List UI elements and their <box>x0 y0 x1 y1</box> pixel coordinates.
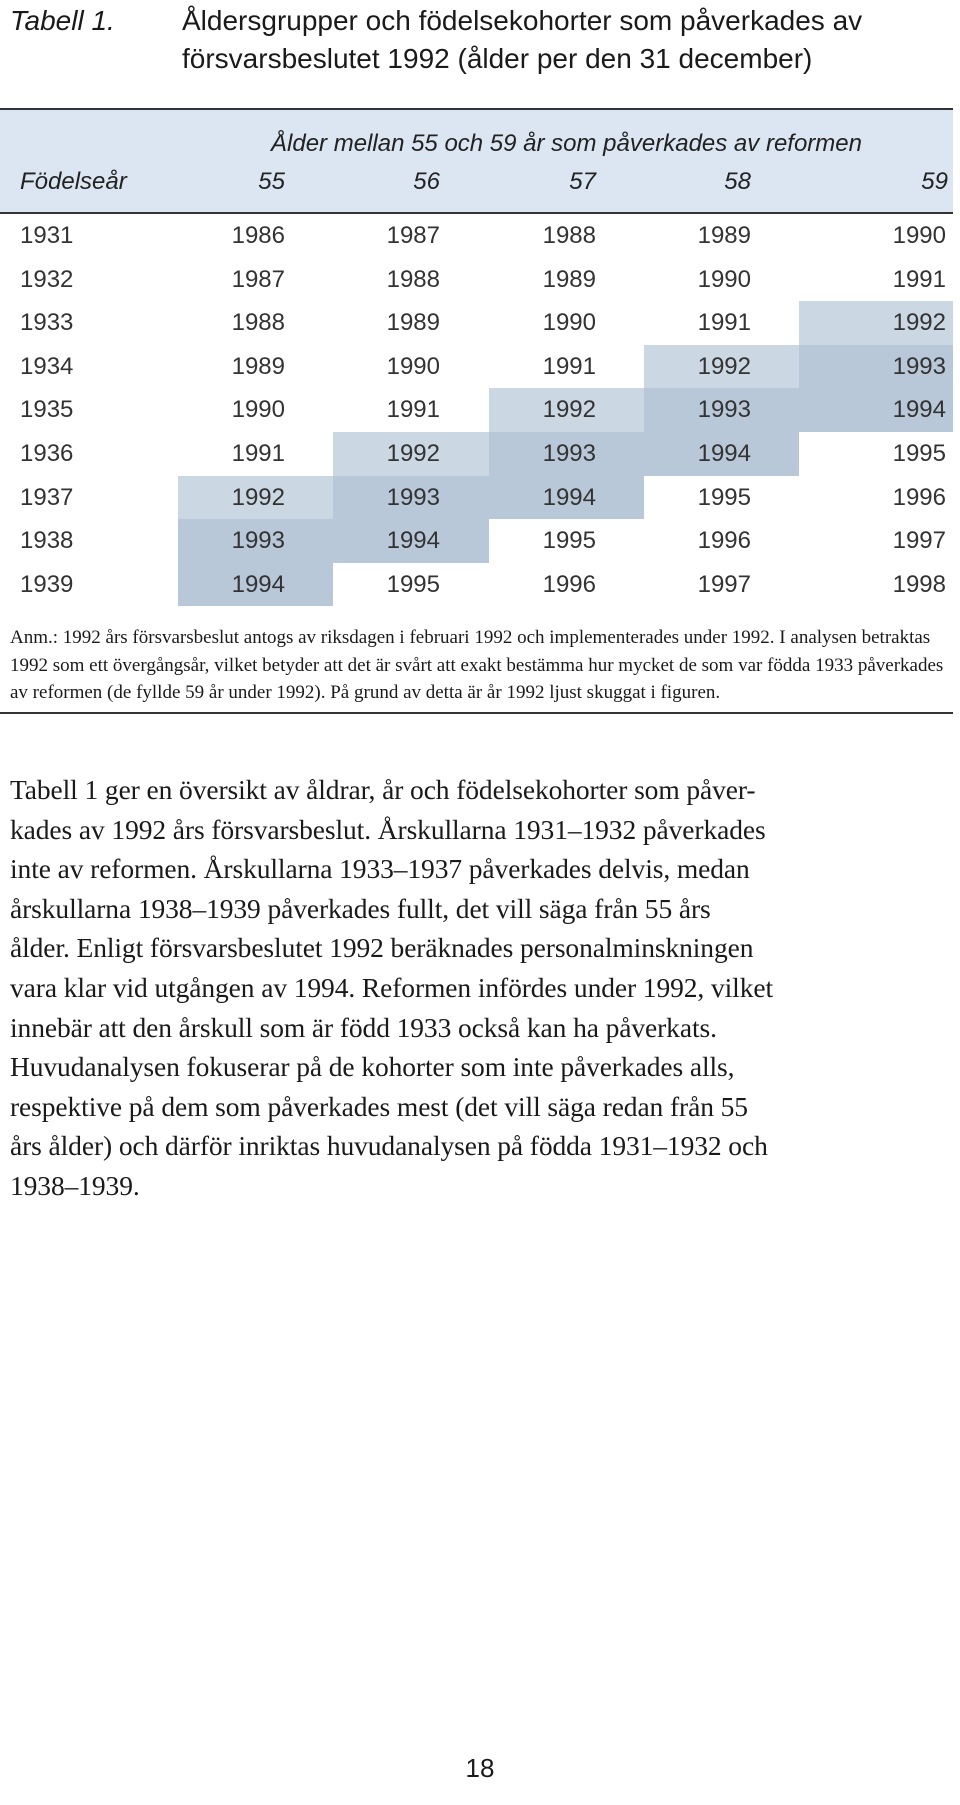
year-cell: 1993 <box>644 388 799 432</box>
year-cell: 1990 <box>386 352 440 380</box>
year-cell: 1998 <box>892 570 946 598</box>
table-row <box>0 214 953 258</box>
year-cell: 1994 <box>799 388 953 432</box>
year-cell: 1989 <box>542 265 596 293</box>
birth-year-cell: 1934 <box>20 352 74 380</box>
year-cell: 1994 <box>333 519 489 563</box>
year-cell: 1996 <box>892 483 946 511</box>
table-body <box>0 214 953 606</box>
year-cell: 1996 <box>542 570 596 598</box>
year-cell: 1997 <box>697 570 751 598</box>
year-cell: 1988 <box>386 265 440 293</box>
year-cell: 1994 <box>178 563 333 607</box>
year-cell: 1993 <box>178 519 333 563</box>
year-cell: 1994 <box>489 476 644 520</box>
year-cell: 1992 <box>178 476 333 520</box>
year-cell: 1993 <box>333 476 489 520</box>
year-cell: 1995 <box>386 570 440 598</box>
year-cell: 1990 <box>542 309 596 337</box>
year-cell: 1994 <box>644 432 799 476</box>
year-cell: 1988 <box>231 309 285 337</box>
year-cell: 1992 <box>333 432 489 476</box>
birth-year-cell: 1931 <box>20 222 74 249</box>
birth-year-cell: 1932 <box>20 265 74 293</box>
year-cell: 1991 <box>231 439 285 467</box>
year-cell: 1993 <box>489 432 644 476</box>
table-row <box>0 258 953 302</box>
body-line: års ålder) och därför inriktas huvudanalysen på födda 1931–1932 och <box>10 1130 768 1162</box>
caption-text: Åldersgrupper och födelsekohorter som påverkades av försvarsbeslutet 1992 (ålder per den 31 december) <box>182 5 863 74</box>
year-cell: 1991 <box>697 309 751 337</box>
table-row <box>0 301 953 345</box>
table-header <box>0 110 953 212</box>
year-cell: 1986 <box>231 222 285 249</box>
age-column-header: 57 <box>569 168 596 195</box>
year-cell: 1989 <box>697 222 751 249</box>
body-paragraph <box>10 770 955 1206</box>
table-bottom-rule <box>0 712 953 714</box>
year-cell: 1995 <box>542 527 596 555</box>
table-note: Anm.: 1992 års försvarsbeslut antogs av riksdagen i februari 1992 och implementerades under 1992. I analysen betraktas 1992 som ett övergångsår, vilket betyder att det är svårt att exakt bestämma hur mycket de som var födda 1933 påverkades av reformen (de fyllde 59 år under 1992). På grund av detta är år 1992 ljust skuggat i figuren. <box>10 627 944 704</box>
caption-label: Tabell 1. <box>10 5 115 36</box>
body-line: Tabell 1 ger en översikt av åldrar, år och födelsekohorter som påver- <box>10 774 756 805</box>
row-header-label: Födelseår <box>20 168 127 195</box>
body-line: ålder. Enligt försvarsbeslutet 1992 beräknades personalminskningen <box>10 932 754 964</box>
birth-year-cell: 1936 <box>20 439 74 467</box>
body-line: årskullarna 1938–1939 påverkades fullt, det vill säga från 55 års <box>10 892 711 924</box>
body-line: innebär att den årskull som är född 1933 också kan ha påverkats. <box>10 1011 717 1043</box>
body-line: 1938–1939. <box>10 1169 140 1201</box>
age-column-header: 58 <box>724 168 751 195</box>
year-cell: 1990 <box>231 396 285 424</box>
year-cell: 1992 <box>644 345 799 389</box>
year-cell: 1992 <box>799 301 953 345</box>
year-cell: 1987 <box>231 265 285 293</box>
year-cell: 1991 <box>892 265 946 293</box>
year-cell: 1988 <box>542 222 596 249</box>
birth-year-cell: 1933 <box>20 309 74 337</box>
birth-year-cell: 1939 <box>20 570 74 598</box>
year-cell: 1995 <box>892 439 946 467</box>
age-column-header: 59 <box>921 168 948 195</box>
year-cell: 1991 <box>542 352 596 380</box>
age-column-header: 55 <box>258 168 285 195</box>
year-cell: 1995 <box>697 483 751 511</box>
table-row <box>0 388 953 432</box>
page-number: 18 <box>465 1753 495 1783</box>
table-row <box>0 345 953 389</box>
birth-year-cell: 1938 <box>20 527 74 555</box>
body-line: respektive på dem som påverkades mest (det vill säga redan från 55 <box>10 1090 748 1122</box>
body-line: inte av reformen. Årskullarna 1933–1937 påverkades delvis, medan <box>10 853 750 885</box>
body-line: vara klar vid utgången av 1994. Reformen infördes under 1992, vilket <box>10 971 773 1003</box>
table-row <box>0 519 953 563</box>
year-cell: 1996 <box>697 527 751 555</box>
year-cell: 1993 <box>799 345 953 389</box>
year-cell: 1989 <box>231 352 285 380</box>
birth-year-cell: 1935 <box>20 396 74 424</box>
year-cell: 1990 <box>697 265 751 293</box>
body-line: Huvudanalysen fokuserar på de kohorter som inte påverkades alls, <box>10 1051 735 1083</box>
body-line: kades av 1992 års försvarsbeslut. Årskullarna 1931–1932 påverkades <box>10 813 766 845</box>
age-column-header: 56 <box>413 168 440 195</box>
span-header: Ålder mellan 55 och 59 år som påverkades av reformen <box>271 130 862 157</box>
table-row <box>0 563 953 607</box>
table-row <box>0 432 953 476</box>
year-cell: 1997 <box>892 527 946 555</box>
year-cell: 1989 <box>386 309 440 337</box>
year-cell: 1987 <box>386 222 440 249</box>
year-cell: 1992 <box>489 388 644 432</box>
birth-year-cell: 1937 <box>20 483 74 511</box>
year-cell: 1991 <box>386 396 440 424</box>
year-cell: 1990 <box>892 222 946 249</box>
table-row <box>0 476 953 520</box>
